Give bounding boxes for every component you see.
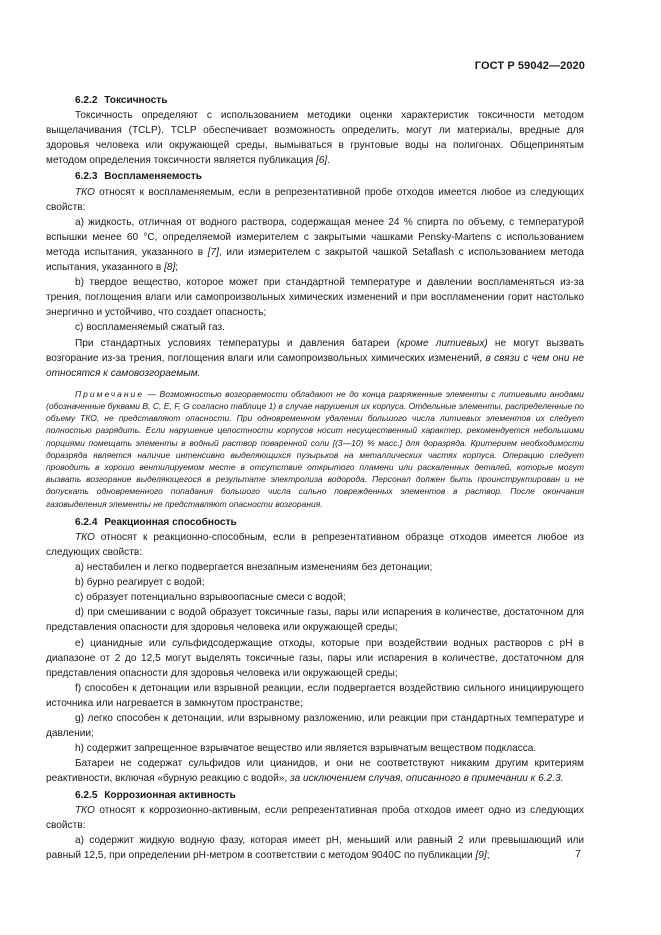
paragraph-intro [46, 185, 584, 215]
italic-text: в связи с чем они не относятся к самовозгораемым. [46, 352, 584, 379]
section-title: Реакционная способность [104, 516, 237, 528]
list-item-f: f) способен к детонации или взрывной реакции, если подвергается воздействию сильного инициирующего источника или нагревается в замкнутом пространстве; [46, 682, 584, 709]
paragraph-intro [46, 803, 584, 833]
abbr-tko: ТКО [75, 186, 95, 198]
list-item-d: d) при смешивании с водой образует токсичные газы, пары или испарения в количестве, достаточном для представления опасности для здоровья человека или окружающей среды; [46, 607, 584, 634]
list-item-b: b) бурно реагирует с водой; [75, 577, 205, 589]
section-heading-6-2-5 [46, 788, 584, 803]
list-item-a [46, 833, 584, 863]
note-label: Примечание [75, 388, 144, 399]
reference-link: [6] [315, 155, 328, 167]
list-item-a [46, 215, 584, 275]
paragraph-toxicity [46, 108, 584, 168]
abbr-tko: ТКО [75, 531, 95, 543]
paragraph-text: относят к коррозионно-активным, если репрезентативная проба отходов имеет одно из следующих свойств: [46, 804, 584, 831]
list-item-h: h) содержит запрещенное взрывчатое вещество или является взрывчатым веществом подкласса. [75, 743, 537, 755]
paragraph-text: ; [175, 262, 179, 274]
section-heading-6-2-3 [46, 169, 584, 184]
abbr-tko: ТКО [75, 804, 95, 816]
paragraph-text: Батареи не содержат сульфидов или цианидов, и они не соответствуют никаким другим критериям реактивности, включая «бурную реакцию с водой», [46, 758, 584, 785]
section-number: 6.2.5 [75, 789, 98, 801]
list-item-g: g) легко способен к детонации, или взрывному разложению, или реакции при стандартных температуре и давлении; [46, 713, 584, 740]
paragraph-standard-conditions [46, 336, 584, 381]
section-number: 6.2.3 [75, 171, 98, 183]
section-heading-6-2-2 [46, 93, 584, 108]
section-heading-6-2-4 [46, 515, 584, 530]
standard-designation: ГОСТ Р 59042—2020 [474, 60, 585, 72]
paragraph-text: не могут вызвать возгорание из-за трения, поглощения влаги или самопроизвольных химических изменений, [46, 337, 584, 364]
page-number: 7 [575, 848, 581, 860]
paragraph-text: При стандартных условиях температуры и давления батареи [75, 337, 397, 349]
reference-link: [8] [164, 262, 176, 274]
list-item-c: с) воспламеняемый сжатый газ. [75, 322, 225, 334]
paragraph-text: относят к воспламеняемым, если в репрезентативной пробе отходов имеется любое из следующих свойств: [46, 186, 584, 213]
list-item-a: а) нестабилен и легко подвергается внезапным изменениям без детонации; [75, 562, 433, 574]
section-title: Токсичность [104, 95, 168, 106]
paragraph-text: . [327, 155, 331, 167]
paragraph-text: , или измерителем с закрытой чашкой Setaflash с использованием метода испытания, указанного в [46, 246, 584, 274]
list-item-b: b) твердое вещество, которое может при стандартной температуре и давлении воспламеняться из-за трения, поглощения влаги или самопроизвольных химических изменений и при воспламенении горит настолько энергично и устойчиво, что создает опасность; [46, 277, 584, 319]
list-item-c: с) образует потенциально взрывоопасные смеси с водой; [75, 592, 346, 604]
paragraph-batteries [46, 756, 584, 786]
document-body [46, 92, 584, 863]
section-number: 6.2.2 [75, 95, 98, 106]
section-title: Воспламеняемость [104, 171, 202, 183]
section-title: Коррозионная активность [104, 789, 236, 801]
note-text: — Возможностью возгораемости обладают не до конца разряженные элементы с литиевыми анодами (обозначенные буквами В, С, Е, F, G согласно таблице 1) в случае нарушения их корпуса. Отдельные элементы, распределенные по объему ТКО, не представляют опасности. При одновременном удалении большого числа литиевых элементов их следует полностью разрядить. Если нарушение целостности корпусов носит несущественный характер, рекомендуется небольшими порциями помещать элементы в водный раствор поваренной соли [(3—10) % масс.] для доразряда. Критерием необходимости доразряда является наличие интенсивно выделяющихся пузырьков на металлических частях корпуса. Операцию следует проводить в хорошо вентилируемом месте в отсутствие открытого пламени или раскаленных деталей, которые могут вызвать возгорание выделяющегося в результате электролиза водорода. Персонал должен быть проинструктирован и не допускать одновременного попадания большого числа сильно поврежденных элементов в раствор. После окончания газовыделения элементы не представляют опасности возгорания. [46, 388, 584, 509]
paragraph-text: а) жидкость, отличная от водного раствора, содержащая менее 24 % спирта по объему, с температурой вспышки менее 60 °С, определяемой измерителем с закрытыми чашками Pensky-Martens с использованием метода испытания, указанного в [46, 216, 584, 258]
paragraph-text: относят к реакционно-способным, если в репрезентативном образце отходов имеется любое из следующих свойств: [46, 531, 584, 558]
italic-text: (кроме литиевых) [396, 337, 488, 349]
paragraph-text: Токсичность определяют с использованием методики оценки характеристик токсичности методом выщелачивания (TCLP). TCLP обеспечивает возможность определить, могут ли материалы, вредные для здоровья человека или окружающей среды, вымываться в грунтовые воды на полигонах. Общепринятым методом определения токсичности является публикация [46, 110, 584, 167]
reference-link: [9] [475, 849, 487, 861]
paragraph-text: ; [486, 849, 490, 861]
reference-link: [7] [207, 246, 219, 258]
italic-text: за исключением случая, описанного в примечании к 6.2.3. [290, 773, 564, 785]
list-item-e: е) цианидные или сульфидсодержащие отходы, которые при воздействии водных растворов с рН в диапазоне от 2 до 12,5 могут выделять токсичные газы, пары или испарения в количестве, достаточном для представления опасности для здоровья человека или окружающей среды; [46, 637, 584, 679]
paragraph-intro [46, 530, 584, 560]
paragraph-text: а) содержит жидкую водную фазу, которая имеет рН, меньший или равный 2 или превышающий или равный 12,5, при определении рН-метром в соответствии с методом 9040С по публикации [46, 834, 584, 861]
note-block [46, 388, 584, 510]
section-number: 6.2.4 [75, 516, 98, 528]
